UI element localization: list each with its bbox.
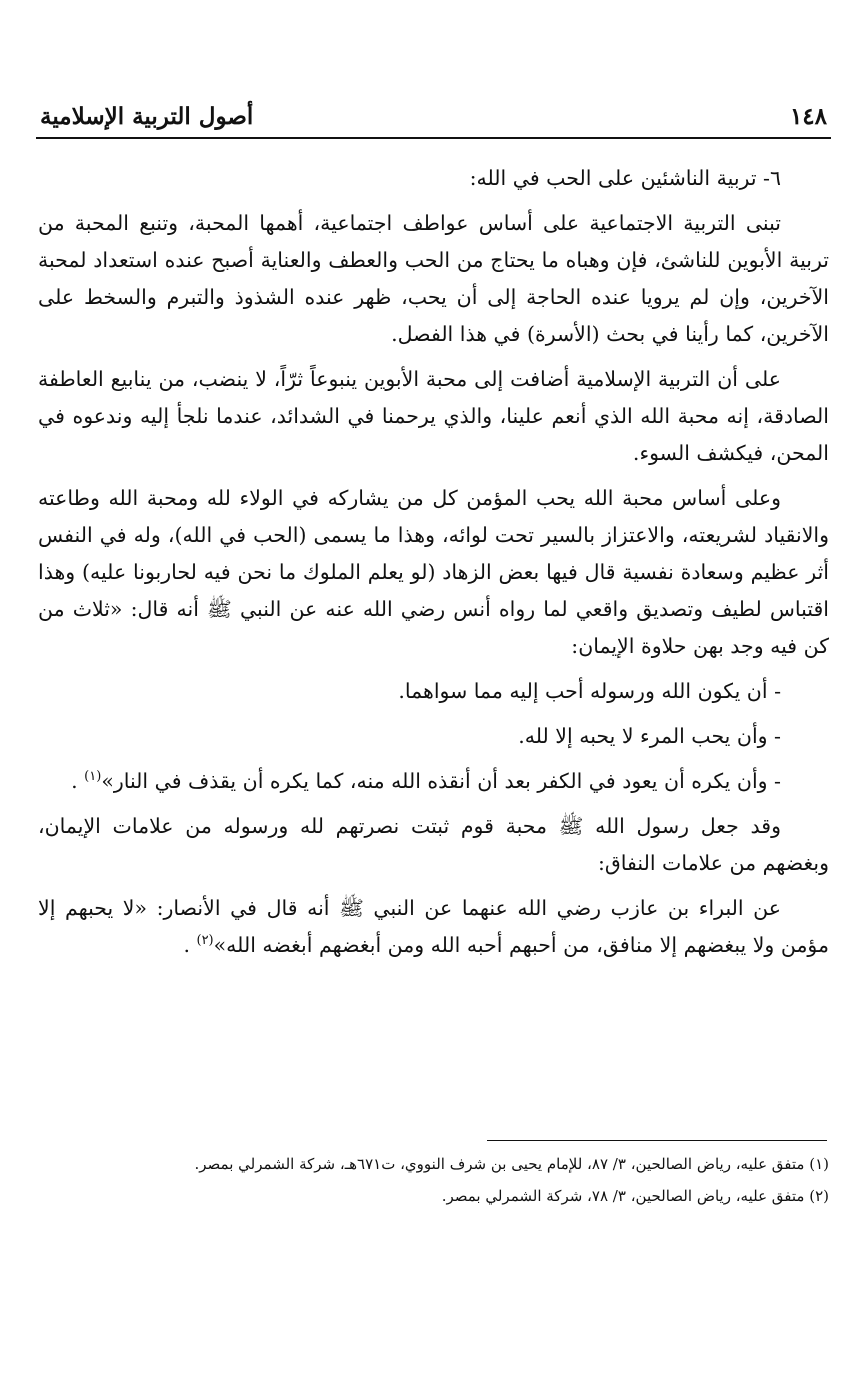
- paragraph-4: وقد جعل رسول الله ﷺ محبة قوم ثبتت نصرتهم لله ورسوله من علامات الإيمان، وبغضهم من علامات النفاق:: [38, 814, 829, 875]
- footnotes: [38, 1150, 829, 1214]
- footnote-separator: [487, 1140, 827, 1141]
- running-title: أصول التربية الإسلامية: [40, 103, 254, 130]
- paragraph-5-end-punctuation: .: [183, 933, 197, 957]
- footnote-2: (٢) متفق عليه، رياض الصالحين، ٣/ ٧٨، شركة الشمرلي بمصر.: [441, 1187, 829, 1205]
- section-heading: ٦- تربية الناشئين على الحب في الله:: [469, 166, 781, 190]
- hadith-list-item-3: [38, 763, 829, 800]
- running-header: [40, 82, 827, 130]
- body-text: [38, 160, 829, 972]
- paragraph-5: [38, 890, 829, 964]
- list-end-punctuation: .: [71, 769, 85, 793]
- paragraph-1: تبنى التربية الاجتماعية على أساس عواطف اجتماعية، أهمها المحبة، وتنبع المحبة من تربية الأبوين للناشئ، فإن وهباه ما يحتاج من الحب والعطف والعناية أصبح عنده استعداد لمحبة الآخرين، وإن لم يرويا عنده الحاجة إلى أن يحب، ظهر عنده الشذوذ والتبرم والسخط على الآخرين، كما رأينا في بحث (الأسرة) في هذا الفصل.: [38, 211, 829, 346]
- footnote-ref-2[interactable]: (٢): [196, 933, 214, 949]
- paragraph-5-text: عن البراء بن عازب رضي الله عنهما عن النبي ﷺ أنه قال في الأنصار: «لا يحبهم إلا مؤمن ولا يبغضهم إلا منافق، من أحبهم أحبه الله ومن أبغضهم أبغضه الله»: [38, 896, 829, 957]
- hadith-list-item-2: - وأن يحب المرء لا يحبه إلا لله.: [518, 724, 781, 748]
- footnote-ref-1[interactable]: (١): [84, 769, 102, 785]
- header-rule: [36, 137, 831, 139]
- paragraph-3: وعلى أساس محبة الله يحب المؤمن كل من يشاركه في الولاء لله ومحبة الله وطاعته والانقياد لشريعته، والاعتزاز بالسير تحت لوائه، وهذا ما يسمى (الحب في الله)، وله في النفس أثر عظيم وسعادة نفسية قال فيها بعض الزهاد (لو يعلم الملوك ما نحن فيه لحاربونا عليه) وهذا اقتباس لطيف وتصديق واقعي لما رواه أنس رضي الله عنه عن النبي ﷺ أنه قال: «ثلاث من كن فيه وجد بهن حلاوة الإيمان:: [38, 486, 829, 658]
- footnote-1: (١) متفق عليه، رياض الصالحين، ٣/ ٨٧، للإمام يحيى بن شرف النووي، ت٦٧١هـ، شركة الشمرلي بمصر.: [194, 1155, 829, 1173]
- page-number: ١٤٨: [789, 103, 827, 130]
- hadith-list-item-1: - أن يكون الله ورسوله أحب إليه مما سواهما.: [398, 679, 781, 703]
- paragraph-2: على أن التربية الإسلامية أضافت إلى محبة الأبوين ينبوعاً ثرّاً، لا ينضب، من ينابيع العاطفة الصادقة، إنه محبة الله الذي أنعم علينا، والذي يرحمنا في الشدائد، عندما نلجأ إليه وندعوه في المحن، فيكشف السوء.: [38, 367, 829, 465]
- hadith-list-item-3-text: - وأن يكره أن يعود في الكفر بعد أن أنقذه الله منه، كما يكره أن يقذف في النار»: [101, 769, 781, 793]
